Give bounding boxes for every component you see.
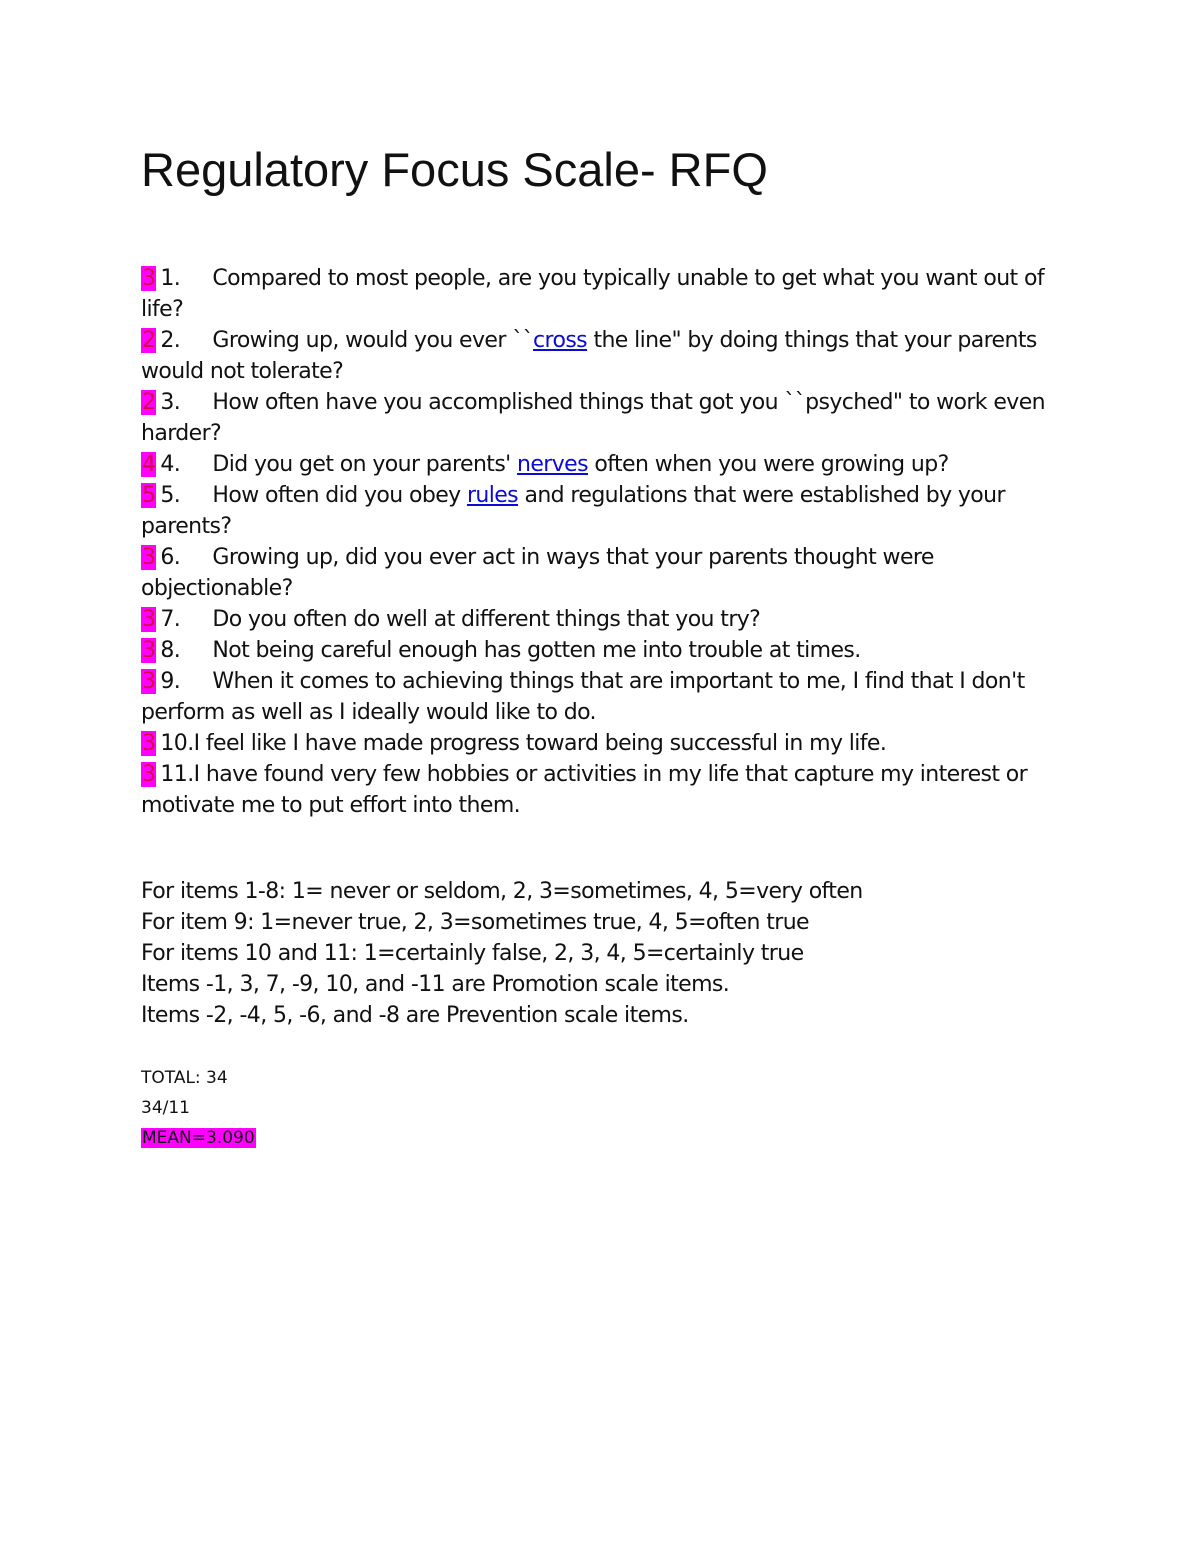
item-text: Growing up, did you ever act in ways that your parents thought were objectionable? <box>141 545 934 601</box>
item-score: 2 <box>142 390 156 415</box>
item-text: I have found very few hobbies or activities in my life that capture my interest or motivate me to put effort into them. <box>141 762 1028 818</box>
item-score: 4 <box>142 452 156 477</box>
mean-line: MEAN=3.090 <box>142 1128 255 1148</box>
list-item <box>141 480 1071 542</box>
item-number: 5. <box>160 483 181 508</box>
item-text: I feel like I have made progress toward being successful in my life. <box>193 731 887 756</box>
item-text-continued: and regulations that were established by your parents? <box>141 483 1005 539</box>
item-number: 11. <box>160 762 194 787</box>
rules-link[interactable]: rules <box>466 483 519 508</box>
item-score: 3 <box>142 607 156 632</box>
nerves-link[interactable]: nerves <box>517 452 588 477</box>
item-number: 7. <box>160 607 181 632</box>
item-score: 3 <box>142 669 156 694</box>
totals-section <box>141 1063 256 1153</box>
list-item <box>141 542 1071 604</box>
item-score: 3 <box>142 266 156 291</box>
list-item <box>141 325 1071 387</box>
item-number: 1. <box>160 266 181 291</box>
item-number: 9. <box>160 669 181 694</box>
item-text: How often have you accomplished things that got you ``psyched" to work even harder? <box>141 390 1045 446</box>
list-item <box>141 387 1071 449</box>
list-item <box>141 604 1071 635</box>
item-text: Do you often do well at different things that you try? <box>212 607 761 632</box>
item-number: 8. <box>160 638 181 663</box>
item-text: Growing up, would you ever `` <box>212 328 533 353</box>
list-item <box>141 635 1071 666</box>
item-text: Not being careful enough has gotten me into trouble at times. <box>212 638 861 663</box>
total-line: TOTAL: 34 <box>141 1068 228 1088</box>
list-item <box>141 666 1071 728</box>
scoring-key-line: For items 10 and 11: 1=certainly false, 2, 3, 4, 5=certainly true <box>141 941 804 966</box>
item-text: How often did you obey <box>212 483 467 508</box>
item-number: 6. <box>160 545 181 570</box>
item-score: 3 <box>142 731 156 756</box>
cross-link[interactable]: cross <box>533 328 588 353</box>
list-item <box>141 449 1071 480</box>
page-title: Regulatory Focus Scale- RFQ <box>141 143 768 196</box>
item-score: 3 <box>142 762 156 787</box>
item-text: Did you get on your parents' <box>212 452 518 477</box>
item-number: 3. <box>160 390 181 415</box>
item-number: 4. <box>160 452 181 477</box>
scoring-key-line: Items -2, -4, 5, -6, and -8 are Prevention scale items. <box>141 1003 689 1028</box>
division-line: 34/11 <box>141 1098 190 1118</box>
item-score: 3 <box>142 638 156 663</box>
list-item <box>141 728 1071 759</box>
item-number: 2. <box>160 328 181 353</box>
item-text-continued: the line" by doing things that your parents would not tolerate? <box>141 328 1037 384</box>
item-score: 2 <box>142 328 156 353</box>
item-text-continued: often when you were growing up? <box>587 452 949 477</box>
scoring-key-line: Items -1, 3, 7, -9, 10, and -11 are Promotion scale items. <box>141 972 730 997</box>
item-score: 5 <box>142 483 156 508</box>
list-item <box>141 263 1071 325</box>
scoring-key-line: For items 1-8: 1= never or seldom, 2, 3=sometimes, 4, 5=very often <box>141 879 863 904</box>
list-item <box>141 759 1071 821</box>
scoring-key <box>141 876 1121 1031</box>
questionnaire-items <box>141 263 1071 821</box>
scoring-key-line: For item 9: 1=never true, 2, 3=sometimes true, 4, 5=often true <box>141 910 809 935</box>
item-text: Compared to most people, are you typically unable to get what you want out of life? <box>141 266 1044 322</box>
item-score: 3 <box>142 545 156 570</box>
item-text: When it comes to achieving things that are important to me, I find that I don't perform as well as I ideally would like to do. <box>141 669 1025 725</box>
item-number: 10. <box>160 731 194 756</box>
